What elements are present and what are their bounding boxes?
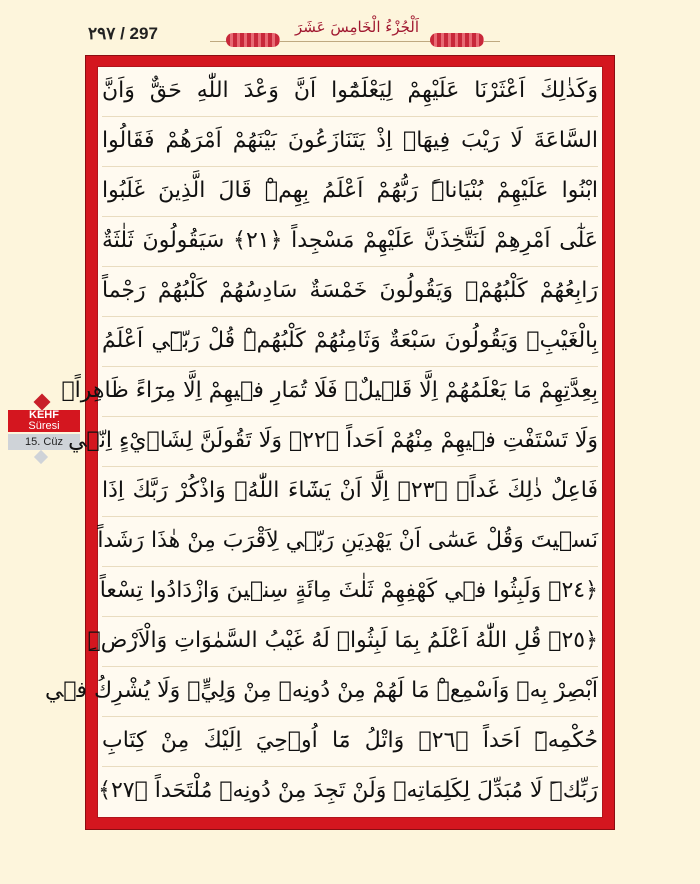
surah-name: KEHF — [29, 409, 59, 421]
page-header — [0, 0, 700, 56]
line-rule — [102, 266, 598, 267]
juz-label: 15. Cüz — [8, 434, 80, 450]
line-rule — [102, 416, 598, 417]
line-rule — [102, 166, 598, 167]
line-rule — [102, 366, 598, 367]
line-rule — [102, 616, 598, 617]
text-line-10: نَس۪يتَ وَقُلْ عَسٰٓى اَنْ يَهْدِيَنِ رَبّ۪ي لِاَقْرَبَ مِنْ هٰذَا رَشَداً — [97, 528, 598, 553]
text-line-11: ﴿٢٤﴾ وَلَبِثُوا ف۪ي كَهْفِهِمْ ثَلٰثَ مِائَةٍ سِن۪ينَ وَازْدَادُوا تِسْعاً — [99, 578, 598, 603]
line-rule — [102, 466, 598, 467]
header-ornament-left-icon — [226, 33, 280, 47]
text-line-4: عَلٰٓى اَمْرِهِمْ لَنَتَّخِذَنَّ عَلَيْهِمْ مَسْجِداً ﴿٢١﴾ سَيَقُولُونَ ثَلٰثَةٌ — [102, 228, 598, 253]
text-line-1: وَكَذٰلِكَ اَعْثَرْنَا عَلَيْهِمْ لِيَعْلَمُٓوا اَنَّ وَعْدَ اللّٰهِ حَقٌّ وَاَنَّ — [102, 78, 598, 103]
line-rule — [102, 116, 598, 117]
line-rule — [102, 216, 598, 217]
text-line-7: بِعِدَّتِهِمْ مَا يَعْلَمُهُمْ اِلَّا قَل۪يلٌ۠ فَلَا تُمَارِ ف۪يهِمْ اِلَّا مِرَٓاءً ظَاهِراًۖ — [61, 378, 598, 403]
line-rule — [102, 316, 598, 317]
line-rule — [102, 516, 598, 517]
text-line-8: وَلَا تَسْتَفْتِ ف۪يهِمْ مِنْهُمْ اَحَداً ﴿٢٢﴾ وَلَا تَقُولَنَّ لِشَا۫يْءٍ اِنّ۪ي — [68, 428, 598, 453]
text-line-6: بِالْغَيْبِۚ وَيَقُولُونَ سَبْعَةٌ وَثَامِنُهُمْ كَلْبُهُمْۜ قُلْ رَبّ۪ٓي اَعْلَمُ — [102, 328, 598, 353]
line-rule — [102, 766, 598, 767]
badge-diamond-bottom-icon — [34, 450, 48, 464]
header-ornament-right-icon — [430, 33, 484, 47]
text-line-5: رَابِعُهُمْ كَلْبُهُمْۚ وَيَقُولُونَ خَمْسَةٌ سَادِسُهُمْ كَلْبُهُمْ رَجْماً — [102, 278, 598, 303]
text-line-13: اَبْصِرْ بِه۪ وَاَسْمِعْۜ مَا لَهُمْ مِنْ دُونِه۪ مِنْ وَلِيٍّۘ وَلَا يُشْرِكُ ف۪ي — [45, 678, 598, 703]
text-line-3: ابْنُوا عَلَيْهِمْ بُنْيَاناًۜ رَبُّهُمْ اَعْلَمُ بِهِمْۜ قَالَ الَّذِينَ غَلَبُوا — [102, 178, 598, 203]
text-line-2: السَّاعَةَ لَا رَيْبَ فِيهَاۚ اِذْ يَتَنَازَعُونَ بَيْنَهُمْ اَمْرَهُمْ فَقَالُوا — [102, 128, 598, 153]
text-line-14: حُكْمِه۪ٓ اَحَداً ﴿٢٦﴾ وَاتْلُ مَٓا اُو۫حِيَ اِلَيْكَ مِنْ كِتَابِ — [102, 728, 598, 753]
badge-diamond-icon — [34, 394, 51, 411]
line-rule — [102, 566, 598, 567]
text-line-9: فَاعِلٌ ذٰلِكَ غَداًۙ ﴿٢٣﴾ اِلَّٓا اَنْ يَشَٓاءَ اللّٰهُۘ وَاذْكُرْ رَبَّكَ اِذَا — [102, 478, 598, 503]
verse-lines — [45, 68, 598, 816]
text-line-12: ﴿٢٥﴾ قُلِ اللّٰهُ اَعْلَمُ بِمَا لَبِثُواۚ لَهُ غَيْبُ السَّمٰوَاتِ وَالْاَرْضِۜ — [87, 628, 598, 653]
line-rule — [102, 666, 598, 667]
surah-suffix: Süresi — [28, 420, 60, 432]
line-rule — [102, 716, 598, 717]
juz-title: اَلْجُزْءُ الْخَامِسَ عَشَرَ — [294, 18, 420, 36]
page-number: ۲۹۷ / 297 — [88, 24, 158, 43]
text-line-15: رَبِّكَۜ لَا مُبَدِّلَ لِكَلِمَاتِه۪ وَلَنْ تَجِدَ مِنْ دُونِه۪ مُلْتَحَداً ﴿٢٧﴾ — [98, 778, 598, 803]
